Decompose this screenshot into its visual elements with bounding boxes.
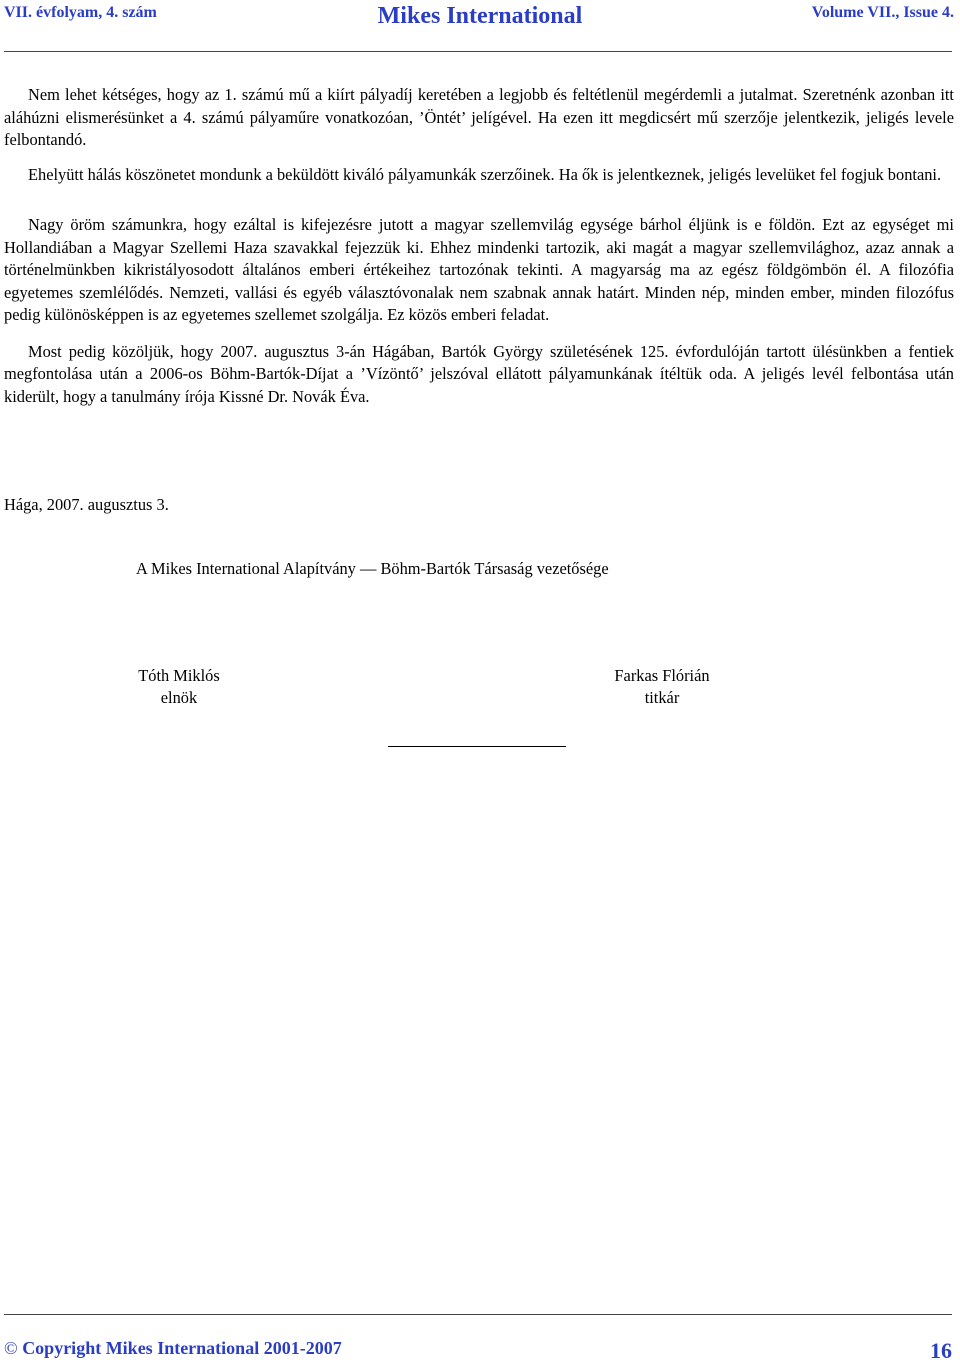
organization-line: A Mikes International Alapítvány — Böhm-Bartók Társaság vezetősége [136, 559, 609, 578]
header-rule [4, 51, 952, 52]
paragraph: Nagy öröm számunkra, hogy ezáltal is kifejezésre jutott a magyar szellemvilág egysége bárhol éljünk is e földön. Ezt az egységet mi Hollandiában a Magyar Szellemi Haza szavakkal fejezzük ki. Ehhez mindenki tartozik, aki magát a magyar szellemvilághoz, azaz annak a történelmünkben kikristályosodott általános emberi értékeihez tartozónak tekinti. A magyarság ma az egész földgömbön él. A filozófia egyetemes szemlélődés. Nemzeti, vallási és egyéb választóvonalak nem szabnak annak határt. Minden nép, minden ember, minden filozófus pedig különösképpen is az egyetemes szellemet szolgálja. Ez közös emberi feladat. [4, 215, 954, 324]
signatory-role: titkár [644, 688, 680, 707]
signatory-president [120, 665, 238, 709]
signatory-name: Tóth Miklós [138, 666, 220, 685]
header-issue-en: Volume VII., Issue 4. [811, 4, 954, 21]
signatory-secretary [598, 665, 726, 709]
body-text [4, 84, 954, 408]
footer-rule [4, 1314, 952, 1315]
place-date: Hága, 2007. augusztus 3. [4, 495, 169, 514]
copyright-icon: © [4, 1338, 18, 1358]
paragraph: Nem lehet kétséges, hogy az 1. számú mű a kiírt pályadíj keretében a legjobb és feltétlenül megérdemli a jutalmat. Szeretnénk azonban itt aláhúzni elismerésünket a 4. számú pályaműre vonatkozóan, ’Öntét’ jelígével. Ha ezen itt megdicsért mű szerzője jelentkezik, jeligés levele felbontandó. [4, 85, 954, 149]
header-title: Mikes International [377, 3, 583, 29]
signatory-role: elnök [160, 688, 198, 707]
copyright-text: Copyright Mikes International 2001-2007 [22, 1338, 342, 1358]
paragraph: Ehelyütt hálás köszönetet mondunk a beküldött kiváló pályamunkák szerzőinek. Ha ők is jelentkeznek, jeligés levelüket fel fogjuk bontani. [28, 164, 942, 184]
footer-copyright [4, 1338, 342, 1359]
signatory-name: Farkas Flórián [614, 666, 710, 685]
header-issue-hu: VII. évfolyam, 4. szám [4, 4, 157, 21]
page-number: 16 [930, 1338, 952, 1363]
closing-rule [388, 746, 566, 747]
paragraph: Most pedig közöljük, hogy 2007. augusztus 3-án Hágában, Bartók György születésének 125. évfordulóján tartott ülésünkben a fentiek megfontolása után a 2006-os Böhm-Bartók-Díjat a ’Vízöntő’ jelszóval ellátott pályamunkának ítéltük oda. A jeligés levél felbontása után kiderült, hogy a tanulmány írója Kissné Dr. Novák Éva. [4, 341, 954, 406]
